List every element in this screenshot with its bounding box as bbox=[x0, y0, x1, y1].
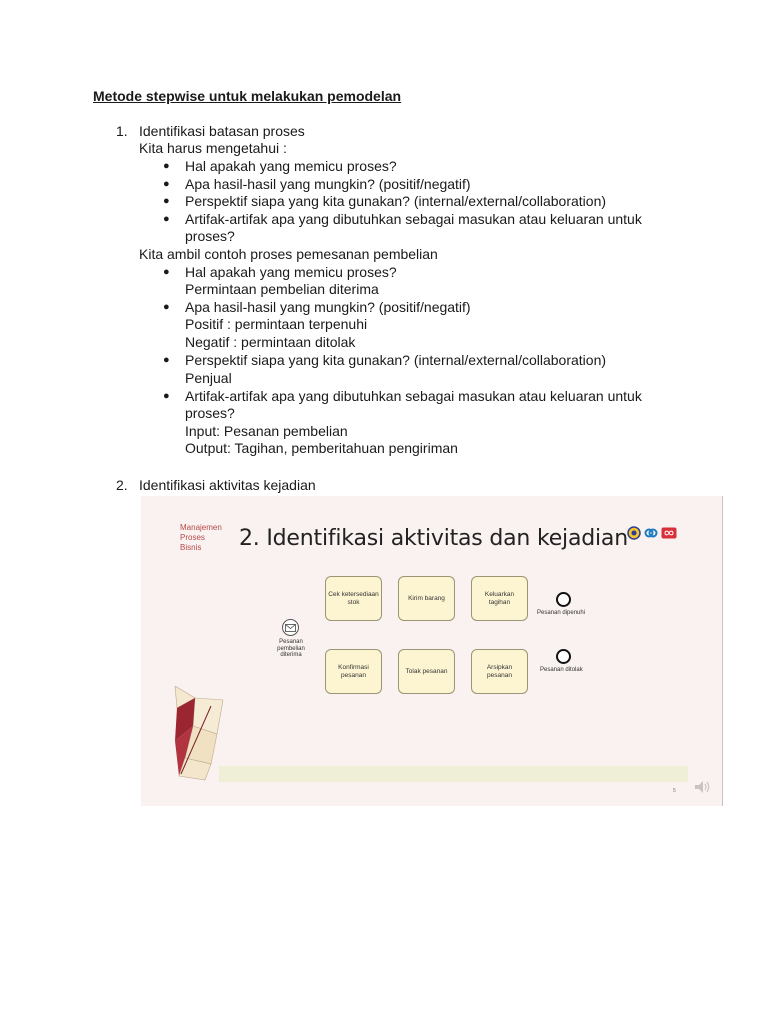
bullet: ● bbox=[163, 301, 170, 313]
bullet: ● bbox=[163, 354, 170, 366]
envelope-icon bbox=[285, 624, 296, 632]
example-perspective-q: Perspektif siapa yang kita gunakan? (internal/external/collaboration) bbox=[185, 352, 607, 368]
end-event-ditolak-label: Pesanan ditolak bbox=[540, 667, 583, 673]
step-1-heading: Identifikasi batasan proses bbox=[139, 123, 305, 139]
slide-logo-text: Manajemen Proses Bisnis bbox=[180, 523, 222, 552]
example-artifacts-input: Input: Pesanan pembelian bbox=[185, 423, 348, 439]
question-perspective: Perspektif siapa yang kita gunakan? (internal/external/collaboration) bbox=[185, 193, 607, 209]
end-event-dipenuhi-label: Pesanan dipenuhi bbox=[537, 610, 586, 616]
example-artifacts-q: Artifak-artifak apa yang dibutuhkan sebagai masukan atau keluaran untuk bbox=[185, 388, 642, 404]
question-results: Apa hasil-hasil yang mungkin? (positif/negatif) bbox=[185, 176, 471, 192]
question-trigger: Hal apakah yang memicu proses? bbox=[185, 158, 397, 174]
speaker-icon bbox=[694, 780, 712, 794]
step-2-heading: Identifikasi aktivitas kejadian bbox=[139, 477, 316, 493]
example-results-pos: Positif : permintaan terpenuhi bbox=[185, 316, 368, 332]
bullet: ● bbox=[163, 213, 170, 225]
example-perspective-a: Penjual bbox=[185, 370, 232, 386]
step-1-number: 1. bbox=[116, 123, 128, 139]
example-artifacts-output: Output: Tagihan, pemberitahuan pengiriman bbox=[185, 440, 458, 456]
example-intro: Kita ambil contoh proses pemesanan pembelian bbox=[139, 246, 438, 262]
task-konfirmasi-pesanan: Konfirmasi pesanan bbox=[325, 649, 382, 694]
slide-logos bbox=[627, 526, 677, 540]
bullet: ● bbox=[163, 266, 170, 278]
task-keluarkan-tagihan: Keluarkan tagihan bbox=[471, 576, 528, 621]
start-event-message bbox=[282, 619, 299, 636]
bullet: ● bbox=[163, 160, 170, 172]
question-artifacts-cont: proses? bbox=[185, 228, 235, 244]
university-seal-icon bbox=[627, 526, 641, 540]
example-results-q: Apa hasil-hasil yang mungkin? (positif/negatif) bbox=[185, 299, 471, 315]
document-title: Metode stepwise untuk melakukan pemodelan bbox=[93, 88, 402, 104]
example-trigger-q: Hal apakah yang memicu proses? bbox=[185, 264, 397, 280]
task-arsipkan-pesanan: Arsipkan pesanan bbox=[471, 649, 528, 694]
task-kirim-barang: Kirim barang bbox=[398, 576, 455, 621]
example-artifacts-q-cont: proses? bbox=[185, 405, 235, 421]
example-results-neg: Negatif : permintaan ditolak bbox=[185, 334, 356, 350]
slide-image bbox=[141, 496, 723, 806]
slide-title: 2. Identifikasi aktivitas dan kejadian bbox=[239, 526, 628, 551]
task-cek-stok: Cek ketersediaan stok bbox=[325, 576, 382, 621]
step-1-intro: Kita harus mengetahui : bbox=[139, 140, 287, 156]
question-artifacts: Artifak-artifak apa yang dibutuhkan sebagai masukan atau keluaran untuk bbox=[185, 211, 642, 227]
bullet: ● bbox=[163, 195, 170, 207]
slide-page-number: 5 bbox=[673, 788, 676, 794]
bullet: ● bbox=[163, 390, 170, 402]
slide-border bbox=[722, 496, 723, 806]
slide-bottom-band bbox=[219, 766, 688, 782]
example-trigger-a: Permintaan pembelian diterima bbox=[185, 281, 379, 297]
link-logo-icon bbox=[644, 526, 658, 540]
infinity-logo-icon bbox=[661, 526, 677, 540]
end-event-ditolak bbox=[556, 649, 571, 664]
end-event-dipenuhi bbox=[556, 592, 571, 607]
start-event-label: Pesanan pembelian diterima bbox=[277, 639, 305, 659]
task-tolak-pesanan: Tolak pesanan bbox=[398, 649, 455, 694]
bullet: ● bbox=[163, 178, 170, 190]
step-2-number: 2. bbox=[116, 477, 128, 493]
